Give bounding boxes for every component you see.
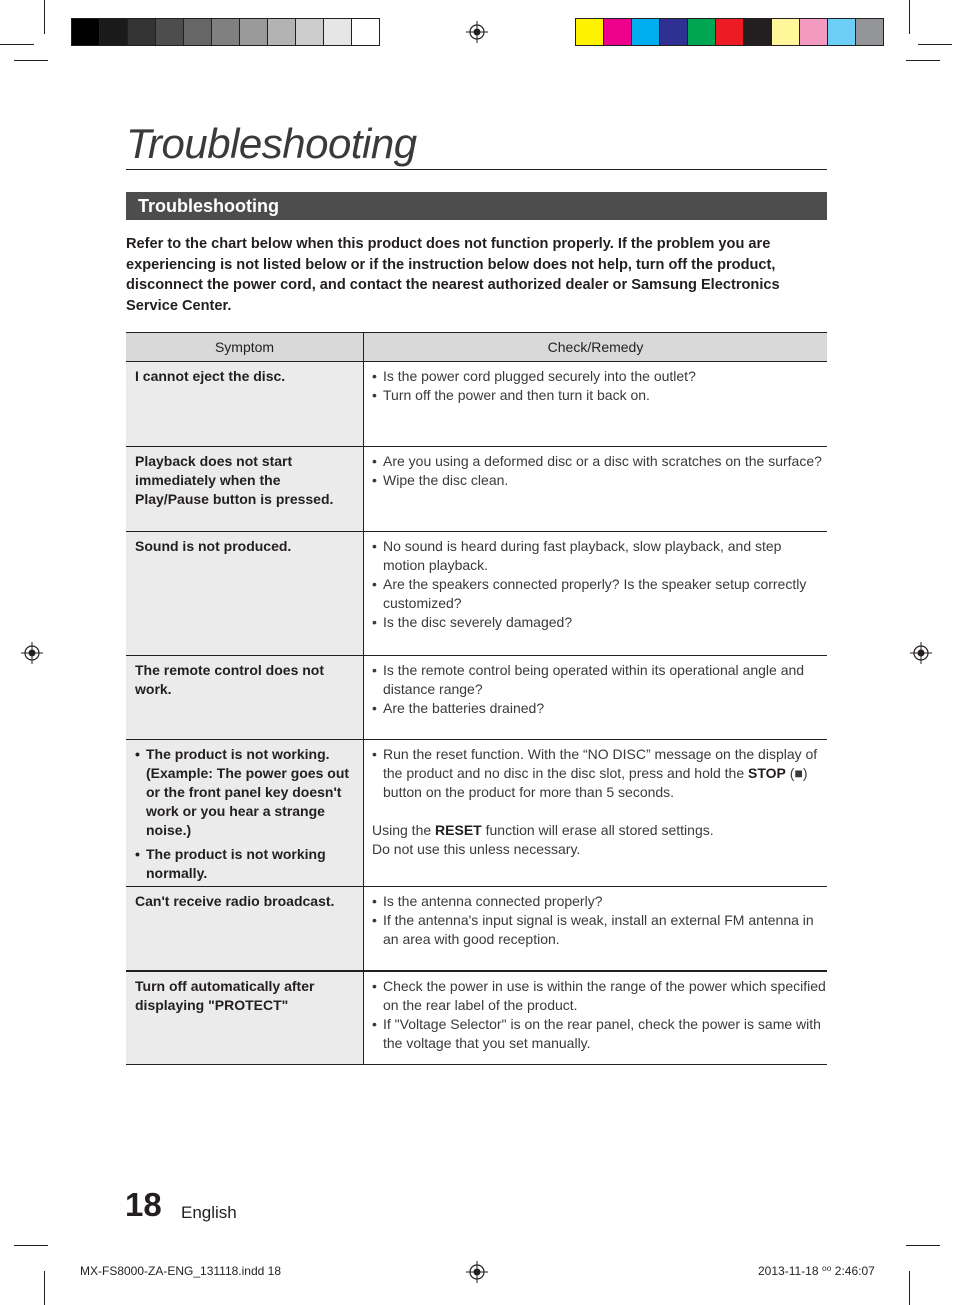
color-swatch (715, 18, 744, 46)
color-swatch (295, 18, 324, 46)
bullet: • (372, 977, 377, 994)
bullet: • (372, 387, 377, 403)
slug-filename: MX-FS8000-ZA-ENG_131118.indd 18 (80, 1264, 281, 1278)
remedy-cell (364, 656, 828, 740)
color-swatch (71, 18, 100, 46)
remedy-cell (364, 362, 828, 447)
symptom-header: Symptom (126, 333, 364, 362)
bullet: • (372, 472, 377, 488)
remedy-item: • Is the remote control being operated within its operational angle and distance range? (372, 662, 805, 697)
symptom-text: Sound is not produced. (135, 538, 292, 554)
bullet: • (372, 893, 377, 909)
bullet: • (135, 746, 140, 762)
remedy-item: • Is the power cord plugged securely into the outlet? (372, 368, 696, 384)
color-swatch (771, 18, 800, 46)
registration-mark-icon (21, 642, 43, 664)
reset-note: Using the RESET function will erase all stored settings. (372, 822, 714, 838)
page-title: Troubleshooting (126, 120, 417, 167)
symptom-cell (126, 740, 364, 887)
symptom-cell (126, 656, 364, 740)
table-row (126, 971, 827, 1065)
symptom-text: Playback does not start immediately when the Play/Pause button is pressed. (135, 453, 334, 507)
symptom-item: • The product is not working normally. (135, 846, 326, 881)
remedy-cell (364, 447, 828, 532)
troubleshooting-table (126, 332, 827, 1065)
symptom-cell (126, 971, 364, 1065)
bullet: • (372, 368, 377, 384)
color-swatch (743, 18, 772, 46)
color-swatch (855, 18, 884, 46)
color-swatch (687, 18, 716, 46)
bullet: • (372, 912, 377, 928)
page-number: 18 (125, 1186, 162, 1223)
intro-paragraph: Refer to the chart below when this product does not function properly. If the problem you are experiencing is not listed below or if the instruction below does not help, turn off the product, disconnect the power cord, and contact the nearest authorized dealer or Samsung Electronics Service Center. (126, 236, 780, 314)
color-swatch (575, 18, 604, 46)
remedy-item: • Are you using a deformed disc or a disc with scratches on the surface? (372, 453, 822, 469)
remedy-item: • Wipe the disc clean. (372, 472, 509, 488)
color-swatch (155, 18, 184, 46)
crop-mark (0, 44, 34, 45)
section-heading: Troubleshooting (126, 192, 827, 220)
color-swatch (603, 18, 632, 46)
symptom-text: Turn off automatically after displaying "PROTECT" (135, 977, 315, 1013)
crop-mark (918, 44, 952, 45)
crop-mark (14, 60, 48, 61)
color-swatch (211, 18, 240, 46)
table-row (126, 740, 827, 887)
bullet: • (372, 614, 377, 630)
reset-warning: Do not use this unless necessary. (372, 841, 581, 857)
remedy-item: • Check the power in use is within the range of the power which specified on the rear label of the product. (372, 977, 826, 1013)
crop-mark (44, 1271, 45, 1305)
remedy-item: • Are the speakers connected properly? Is the speaker setup correctly customized? (372, 576, 807, 611)
crop-mark (909, 0, 910, 34)
stop-key-label: STOP (748, 765, 786, 781)
registration-mark-icon (466, 1261, 488, 1283)
table-row (126, 447, 827, 532)
remedy-cell (364, 971, 828, 1065)
remedy-item: • Is the antenna connected properly? (372, 893, 603, 909)
bullet: • (372, 538, 377, 554)
color-swatch (267, 18, 296, 46)
table-row (126, 887, 827, 971)
remedy-item: • If the antenna's input signal is weak, install an external FM antenna in an area with good reception. (372, 912, 814, 947)
remedy-header: Check/Remedy (364, 333, 828, 362)
bullet: • (372, 453, 377, 469)
table-row (126, 656, 827, 740)
crop-mark (44, 0, 45, 34)
table-row (126, 362, 827, 447)
color-swatch (127, 18, 156, 46)
remedy-cell (364, 740, 828, 887)
remedy-item: • Are the batteries drained? (372, 700, 545, 716)
crop-mark (906, 60, 940, 61)
symptom-text: The remote control does not work. (135, 662, 325, 697)
remedy-item: • Run the reset function. With the “NO DISC” message on the display of the product and no disc in the disc slot, press and hold the STOP (■) button on the product for more than 5 seconds. (372, 746, 818, 800)
color-swatch (183, 18, 212, 46)
color-swatch (99, 18, 128, 46)
color-swatch (631, 18, 660, 46)
registration-mark-icon (910, 642, 932, 664)
color-swatch (799, 18, 828, 46)
symptom-text: I cannot eject the disc. (135, 368, 286, 384)
remedy-cell (364, 532, 828, 656)
symptom-text: Can't receive radio broadcast. (135, 893, 335, 909)
slug-timestamp: 2013-11-18 ⁰⁰ 2:46:07 (758, 1264, 875, 1278)
symptom-item: • The product is not working. (Example: The power goes out or the front panel key doesn't work or you hear a strange noise.) (135, 746, 350, 838)
remedy-item: • If "Voltage Selector" is on the rear panel, check the power is same with the voltage that you set manually. (372, 1015, 821, 1051)
stop-symbol: (■) (789, 765, 808, 781)
crop-mark (14, 1245, 48, 1246)
bullet: • (372, 1015, 377, 1032)
color-swatch (323, 18, 352, 46)
bullet: • (372, 576, 377, 592)
symptom-cell (126, 887, 364, 971)
title-divider (126, 169, 827, 170)
remedy-item: • No sound is heard during fast playback, slow playback, and step motion playback. (372, 538, 782, 573)
reset-key-label: RESET (435, 822, 482, 838)
crop-mark (906, 1245, 940, 1246)
color-swatch (351, 18, 380, 46)
bullet: • (372, 662, 377, 678)
bullet: • (135, 846, 140, 862)
remedy-cell (364, 887, 828, 971)
color-swatch (827, 18, 856, 46)
registration-mark-icon (466, 21, 488, 43)
page-language: English (181, 1203, 237, 1222)
bullet: • (372, 746, 377, 762)
crop-mark (909, 1271, 910, 1305)
remedy-item: • Turn off the power and then turn it back on. (372, 387, 650, 403)
color-swatch (659, 18, 688, 46)
remedy-item: • Is the disc severely damaged? (372, 614, 573, 630)
symptom-cell (126, 447, 364, 532)
bullet: • (372, 700, 377, 716)
table-row (126, 532, 827, 656)
symptom-cell (126, 532, 364, 656)
color-swatch (239, 18, 268, 46)
symptom-cell (126, 362, 364, 447)
table-header-row (126, 333, 827, 362)
